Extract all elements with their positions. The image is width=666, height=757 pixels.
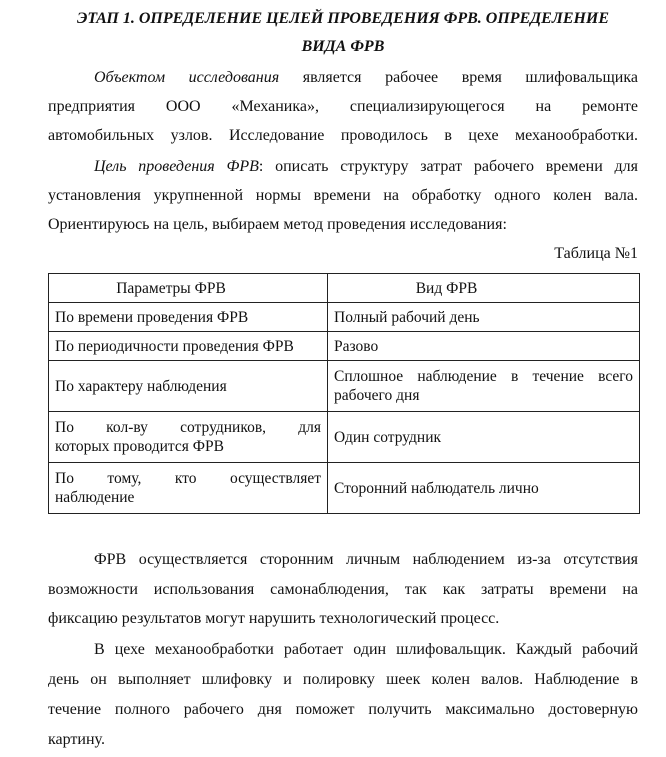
row-param-line-1: По тому, кто осуществляет <box>55 470 321 487</box>
goal-label: Цель проведения ФРВ <box>94 158 259 175</box>
header-parameters: Параметры ФРВ <box>49 274 328 303</box>
para2-line-1 <box>48 157 638 177</box>
row-param: По характеру наблюдения <box>49 361 328 412</box>
row-param-line-2: которых проводится ФРВ <box>55 438 224 455</box>
row-value <box>328 361 640 412</box>
table-row <box>49 361 640 412</box>
frv-table <box>48 273 640 514</box>
row-value: Полный рабочий день <box>328 303 640 332</box>
table-row <box>49 332 640 361</box>
table-caption: Таблица №1 <box>554 245 638 262</box>
row-value: Один сотрудник <box>328 412 640 463</box>
row-param <box>49 412 328 463</box>
para4-line-4: картину. <box>48 731 105 748</box>
table-row <box>49 412 640 463</box>
row-param: По периодичности проведения ФРВ <box>49 332 328 361</box>
heading-line-1: ЭТАП 1. ОПРЕДЕЛЕНИЕ ЦЕЛЕЙ ПРОВЕДЕНИЯ ФРВ. ОПРЕДЕЛЕНИЕ <box>76 10 610 27</box>
row-param-line-2: наблюдение <box>55 489 135 506</box>
para2-line-1-rest: : описать структуру затрат рабочего времени для <box>258 158 639 175</box>
object-label: Объектом исследования <box>94 69 280 86</box>
row-param-line-1: По кол-ву сотрудников, для <box>55 419 321 436</box>
header-type: Вид ФРВ <box>328 274 640 303</box>
para1-line-2: предприятия ООО «Механика», специализирующегося на ремонте <box>48 98 638 115</box>
table-row <box>49 463 640 514</box>
para1-line-3: автомобильных узлов. Исследование проводилось в цехе механообработки. <box>48 127 638 144</box>
row-value: Разово <box>328 332 640 361</box>
para2-line-3: Ориентируюсь на цель, выбираем метод проведения исследования: <box>48 216 507 233</box>
para3-line-2: возможности использования самонаблюдения, так как затраты времени на <box>48 581 638 598</box>
row-param <box>49 463 328 514</box>
row-value: Сторонний наблюдатель лично <box>328 463 640 514</box>
row-value-line-2: рабочего дня <box>334 387 420 404</box>
para4-line-3: течение полного рабочего дня поможет получить максимально достоверную <box>48 701 638 718</box>
para4-line-1: В цехе механообработки работает один шлифовальщик. Каждый рабочий <box>94 641 638 658</box>
para3-line-1: ФРВ осуществляется сторонним личным наблюдением из-за отсутствия <box>94 551 638 568</box>
table-row <box>49 303 640 332</box>
para3-line-3: фиксацию результатов могут нарушить технологический процесс. <box>48 610 500 627</box>
row-value-line-1: Сплошное наблюдение в течение всего <box>334 368 633 385</box>
heading-line-2: ВИДА ФРВ <box>301 38 385 55</box>
para1-line-1 <box>48 68 638 88</box>
row-param: По времени проведения ФРВ <box>49 303 328 332</box>
para4-line-2: день он выполняет шлифовку и полировку шеек колен валов. Наблюдение в <box>48 671 638 688</box>
para1-line-1-rest: является рабочее время шлифовальщика <box>279 69 638 86</box>
table-header-row <box>49 274 640 303</box>
para2-line-2: установления укрупненной нормы времени на обработку одного колен вала. <box>48 187 638 204</box>
